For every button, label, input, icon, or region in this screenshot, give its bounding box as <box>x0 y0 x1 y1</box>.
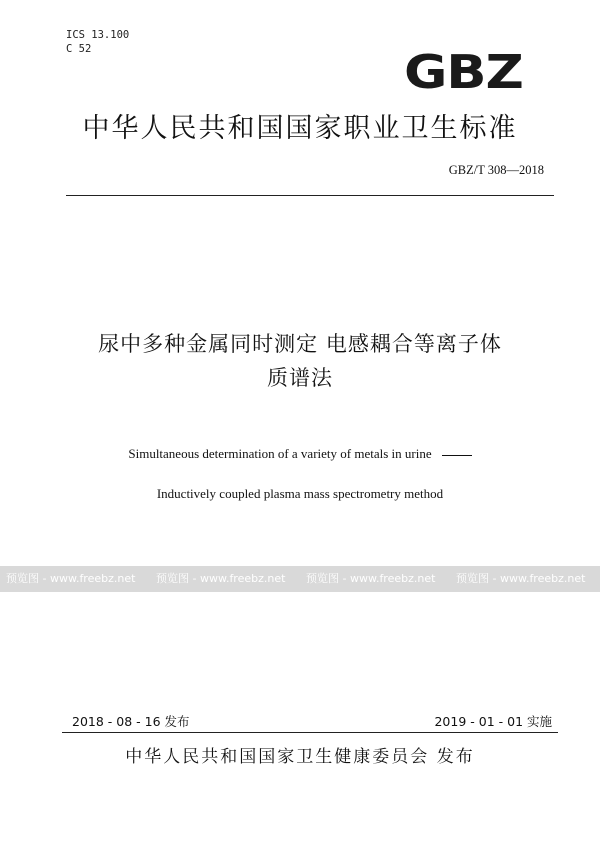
watermark-item: 预览图 - www.freebz.net <box>456 572 586 585</box>
publisher: 中华人民共和国国家卫生健康委员会 发布 <box>125 747 475 767</box>
watermark-item: 预览图 - www.freebz.net <box>6 572 136 585</box>
ics-code: ICS 13.100 <box>66 29 130 41</box>
standard-code: GBZ/T 308—2018 <box>448 163 544 177</box>
bottom-divider <box>62 732 558 733</box>
issue-date: 2018 - 08 - 16 发布 <box>72 714 190 729</box>
standard-type-title: 中华人民共和国国家职业卫生标准 <box>82 113 518 144</box>
english-title-line-1 <box>0 446 600 462</box>
top-divider <box>66 195 554 196</box>
english-title-line-2: Inductively coupled plasma mass spectrometry method <box>156 486 444 501</box>
watermark-item: 预览图 - www.freebz.net <box>156 572 286 585</box>
effective-date: 2019 - 01 - 01 实施 <box>434 714 552 729</box>
chinese-title-line-1: 尿中多种金属同时测定 电感耦合等离子体 <box>98 332 502 356</box>
watermark-item: 预览图 - www.freebz.net <box>306 572 436 585</box>
ccs-code: C 52 <box>66 43 92 55</box>
classification-codes <box>66 28 129 56</box>
chinese-title-line-2: 质谱法 <box>267 366 333 390</box>
gbz-logo: GBZ <box>404 45 523 99</box>
title-dash <box>442 455 472 456</box>
english-title-line-1-text: Simultaneous determination of a variety of metals in urine <box>128 446 432 461</box>
watermark-band <box>0 566 600 592</box>
